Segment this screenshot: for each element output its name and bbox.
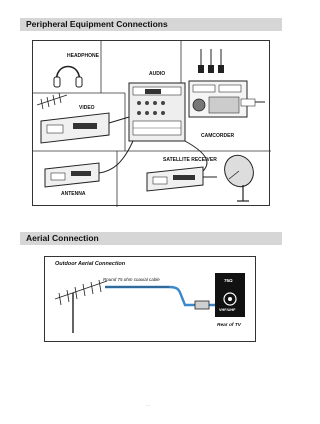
outdoor-aerial-icon [55,280,107,333]
coax-plug-icon [195,301,209,309]
label-satellite-receiver: SATELLITE RECEIVER [163,157,217,163]
connector-75ohm-label: 75Ω [224,278,233,283]
connector-vhf-uhf-label: VHF/UHF [219,308,236,312]
aerial-diagram-art [45,257,257,343]
peripheral-diagram [32,40,270,206]
camcorder-icon [189,81,265,117]
aerial-diagram [44,256,256,342]
label-audio: AUDIO [149,71,166,77]
peripheral-diagram-art [33,41,271,207]
aerial-section-title: Aerial Connection [20,232,282,245]
tv-back-panel-icon [129,83,185,141]
satellite-receiver-icon [147,167,217,191]
peripheral-section-title: Peripheral Equipment Connections [20,18,282,31]
audio-plugs-icon [198,49,224,73]
label-camcorder: CAMCORDER [201,133,235,139]
label-video: VIDEO [79,105,95,111]
headphone-icon [54,67,82,88]
cable-label: Round 75 ohm coaxial cable [103,277,160,282]
satellite-dish-icon [220,151,259,201]
rear-of-tv-label: Rear of TV [217,323,241,328]
label-antenna: ANTENNA [61,191,86,197]
antenna-icon [37,93,67,109]
label-headphone: HEADPHONE [67,53,99,59]
tuner-box-icon [45,163,99,187]
video-recorder-icon [41,113,129,143]
aerial-title: Outdoor Aerial Connection [55,261,126,267]
page-number: - - [146,402,150,407]
